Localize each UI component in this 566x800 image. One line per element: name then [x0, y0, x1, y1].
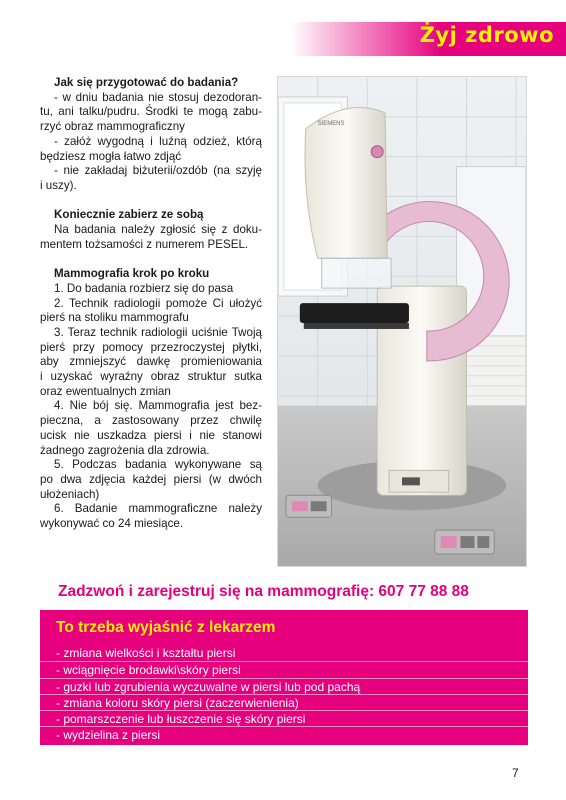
prepare-line: i uszy).	[40, 178, 77, 192]
step-line: pieczna, a zastosowany przez chwilę	[40, 414, 262, 428]
step-line: pierś na stoliku mammografu	[40, 311, 189, 325]
call-to-action: Zadzwoń i zarejestruj się na mammografię: 607 77 88 88	[58, 583, 469, 600]
step-line: ułożeniach)	[40, 487, 100, 501]
doctor-symptom-list	[40, 645, 528, 743]
brand-label: SIEMENS	[317, 120, 345, 127]
prepare-line: - załóż wygodną i luźną odzież, którą	[54, 134, 262, 148]
step-line: 4. Nie bój się. Mammografia jest bez-	[54, 399, 262, 413]
prepare-line: rzyć obraz mammograficzny	[40, 120, 185, 134]
prepare-heading: Jak się przygotować do badania?	[54, 76, 239, 89]
mammograph-illustration	[278, 77, 526, 566]
prepare-line: - w dniu badania nie stosuj dezodoran-	[54, 90, 262, 104]
list-item: - guzki lub zgrubienia wyczuwalne w piersi lub pod pachą	[40, 678, 528, 694]
step-line: 5. Podczas badania wykonywane są	[54, 458, 262, 472]
bring-line: mentem tożsamości z numerem PESEL.	[40, 237, 249, 251]
left-column	[40, 76, 262, 532]
step-line: pierś przy pomocy przezroczystej płytki,	[40, 340, 262, 354]
list-item: - wydzielina z piersi	[40, 726, 528, 742]
list-item: - zmiana koloru skóry piersi (zaczerwienienia)	[40, 694, 528, 710]
bring-heading: Koniecznie zabierz ze sobą	[54, 208, 204, 222]
step-line: po dwa zdjęcia każdej piersi (w dwóch	[40, 472, 262, 486]
prepare-line: tu, ani talku/pudru. Środki te mogą zabu-	[40, 105, 262, 119]
list-item: - zmiana wielkości i kształtu piersi	[56, 646, 236, 660]
step-line: aby zmniejszyć dawkę promieniowania	[40, 355, 262, 369]
steps-heading: Mammografia krok po kroku	[54, 267, 210, 281]
section-title: Żyj zdrowo	[419, 23, 554, 47]
header-band	[290, 22, 566, 56]
step-line: 6. Badanie mammograficzne należy	[54, 502, 262, 516]
mammography-machine-photo	[277, 76, 527, 567]
list-item: - wciągnięcie brodawki\skóry piersi	[40, 661, 528, 677]
bring-line: Na badania należy zgłosić się z doku-	[54, 223, 262, 237]
step-line: 2. Technik radiologii pomoże Ci ułożyć	[54, 296, 262, 310]
step-line: ucisk nie uszkadza piersi i nie stanowi	[40, 428, 262, 442]
prepare-line: - nie zakładaj biżuterii/ozdób (na szyję	[54, 164, 262, 178]
step-line: i uzyskać wyraźny obraz struktur sutka	[40, 370, 262, 384]
step-line: wykonywać co 24 miesiące.	[40, 517, 184, 531]
step-line: 1. Do badania rozbierz się do pasa	[54, 281, 234, 295]
step-line: 3. Teraz technik radiologii uciśnie Twoją	[54, 325, 262, 339]
page-number: 7	[512, 766, 519, 780]
prepare-line: będziesz mogła łatwo zdjąć	[40, 149, 182, 163]
step-line: żadnego zagrożenia dla zdrowia.	[40, 443, 210, 457]
list-item: - pomarszczenie lub łuszczenie się skóry piersi	[40, 710, 528, 726]
doctor-box-title: To trzeba wyjaśnić z lekarzem	[56, 619, 276, 636]
doctor-info-box	[40, 610, 528, 745]
step-line: oraz ewentualnych zmian	[40, 384, 171, 398]
